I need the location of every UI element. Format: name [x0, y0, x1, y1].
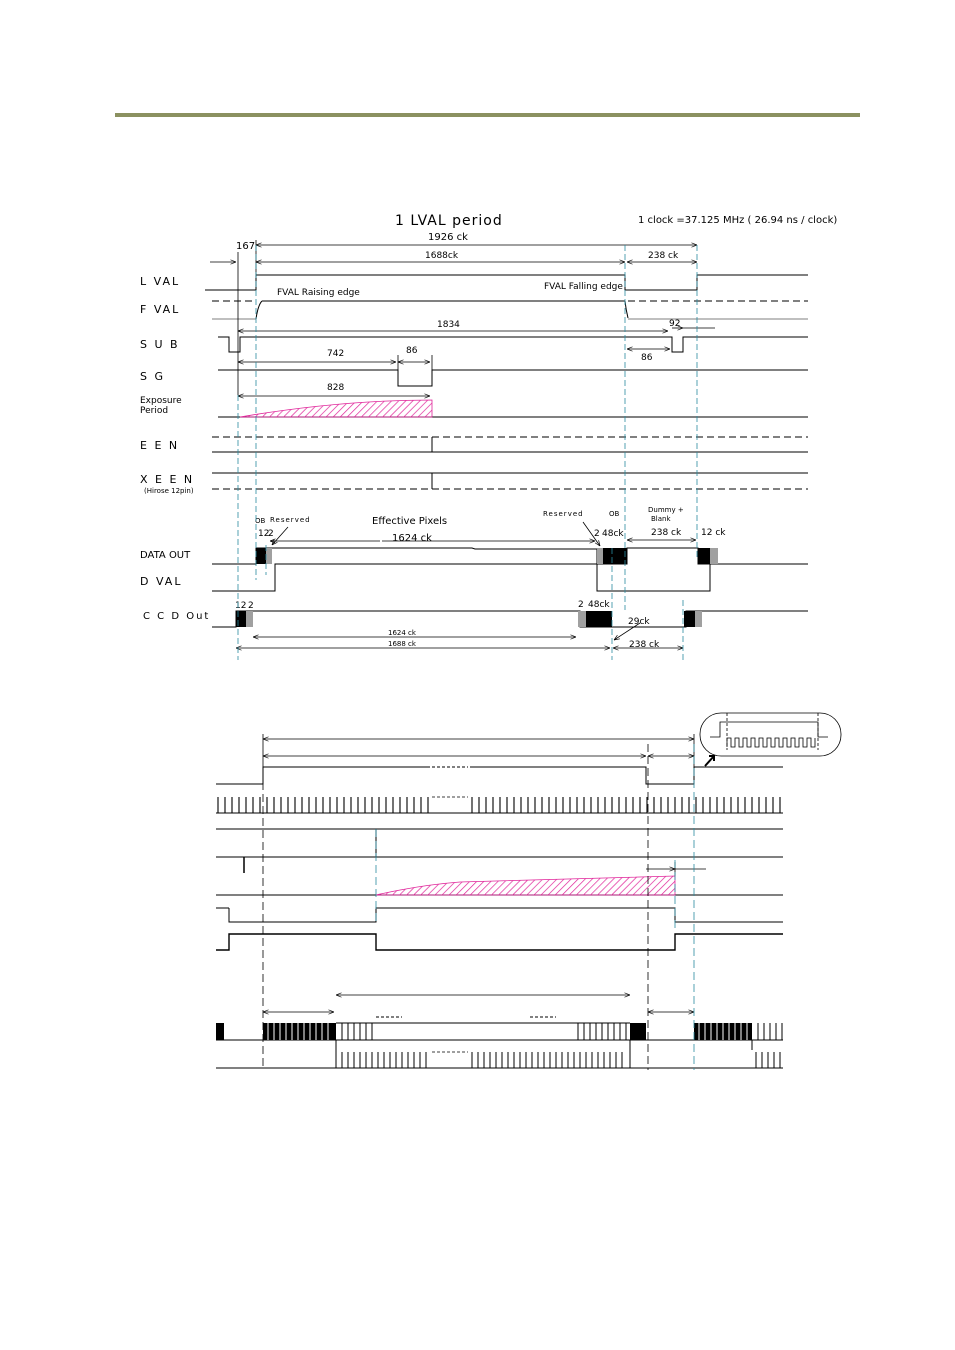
signal-dval: D VAL	[140, 575, 183, 588]
signal-xeen-note: (Hirose 12pin)	[144, 487, 194, 495]
frame-exposure-ramp	[376, 876, 675, 895]
signal-ccd-out: C C D Out	[143, 611, 211, 622]
fval-falling-label: FVAL Falling edge	[544, 282, 623, 292]
clock-note: 1 clock =37.125 MHz ( 26.94 ns / clock)	[638, 215, 838, 226]
lval-high-label: 1688ck	[425, 251, 459, 261]
dummy-label-2: Blank	[651, 515, 671, 523]
ob-left-label: OB	[255, 517, 266, 525]
signal-exposure-2: Period	[140, 406, 169, 416]
ccd-blank-ck-label: 238 ck	[629, 640, 660, 650]
exp-span-label: 828	[327, 383, 345, 393]
data-blank-ck-label: 238 ck	[651, 528, 682, 538]
data-ticks	[268, 1023, 747, 1040]
sub-pre-label: 86	[641, 353, 653, 363]
sg-span-label: 742	[327, 349, 345, 359]
data-2-label: 2	[268, 529, 274, 539]
timing-title: 1 LVAL period	[395, 213, 503, 229]
signal-fval: F VAL	[140, 303, 181, 316]
fval-rising-label: FVAL Raising edge	[277, 288, 360, 298]
data-eff-ck-label: 1624 ck	[392, 533, 432, 544]
frame-dimensions	[263, 734, 706, 1012]
signal-een: E E N	[140, 439, 180, 452]
signal-xeen: X E E N	[140, 473, 195, 486]
pulse-callout	[700, 713, 841, 766]
ccd-ob-ck-label: 48ck	[588, 600, 610, 610]
signal-exposure-1: Exposure	[140, 396, 182, 406]
data-ob-after-label: 12 ck	[701, 528, 726, 538]
ob-right-label: OB	[609, 510, 620, 518]
signal-data-out: DATA OUT	[140, 550, 191, 561]
offset-label: 167	[236, 241, 256, 252]
frame-markers-blue	[376, 744, 694, 1070]
signal-sub: S U B	[140, 338, 180, 351]
data-12-label: 12	[258, 529, 270, 539]
ccd-gap-ck-label: 29ck	[628, 617, 650, 627]
signal-sg: S G	[140, 370, 166, 383]
total-ck-label: 1926 ck	[428, 232, 468, 243]
reserved-right-label: Reserved	[543, 510, 584, 518]
dummy-label-1: Dummy +	[648, 506, 684, 514]
frame-markers	[263, 744, 648, 1070]
ccd-12-label: 12	[235, 601, 247, 611]
ccd-total-ck-label: 1688 ck	[388, 640, 416, 648]
effective-pixels-label: Effective Pixels	[372, 516, 448, 527]
reserved-left-label: Reserved	[270, 516, 311, 524]
sg-pulse-label: 86	[406, 346, 418, 356]
signal-lval: L VAL	[140, 275, 181, 288]
ccd-eff-ck-label: 1624 ck	[388, 629, 416, 637]
clock-ticks-row1	[218, 797, 780, 813]
sub-span-label: 1834	[437, 320, 460, 330]
data-2-right-label: 2	[594, 529, 600, 539]
ccd-2-right-label: 2	[578, 600, 584, 610]
lval-low-label: 238 ck	[648, 251, 679, 261]
data-ob-ck-label: 48ck	[602, 529, 624, 539]
sub-pulse-label: 92	[669, 319, 681, 329]
data-out-blocks	[216, 1023, 752, 1040]
ccd-2-label: 2	[248, 601, 254, 611]
